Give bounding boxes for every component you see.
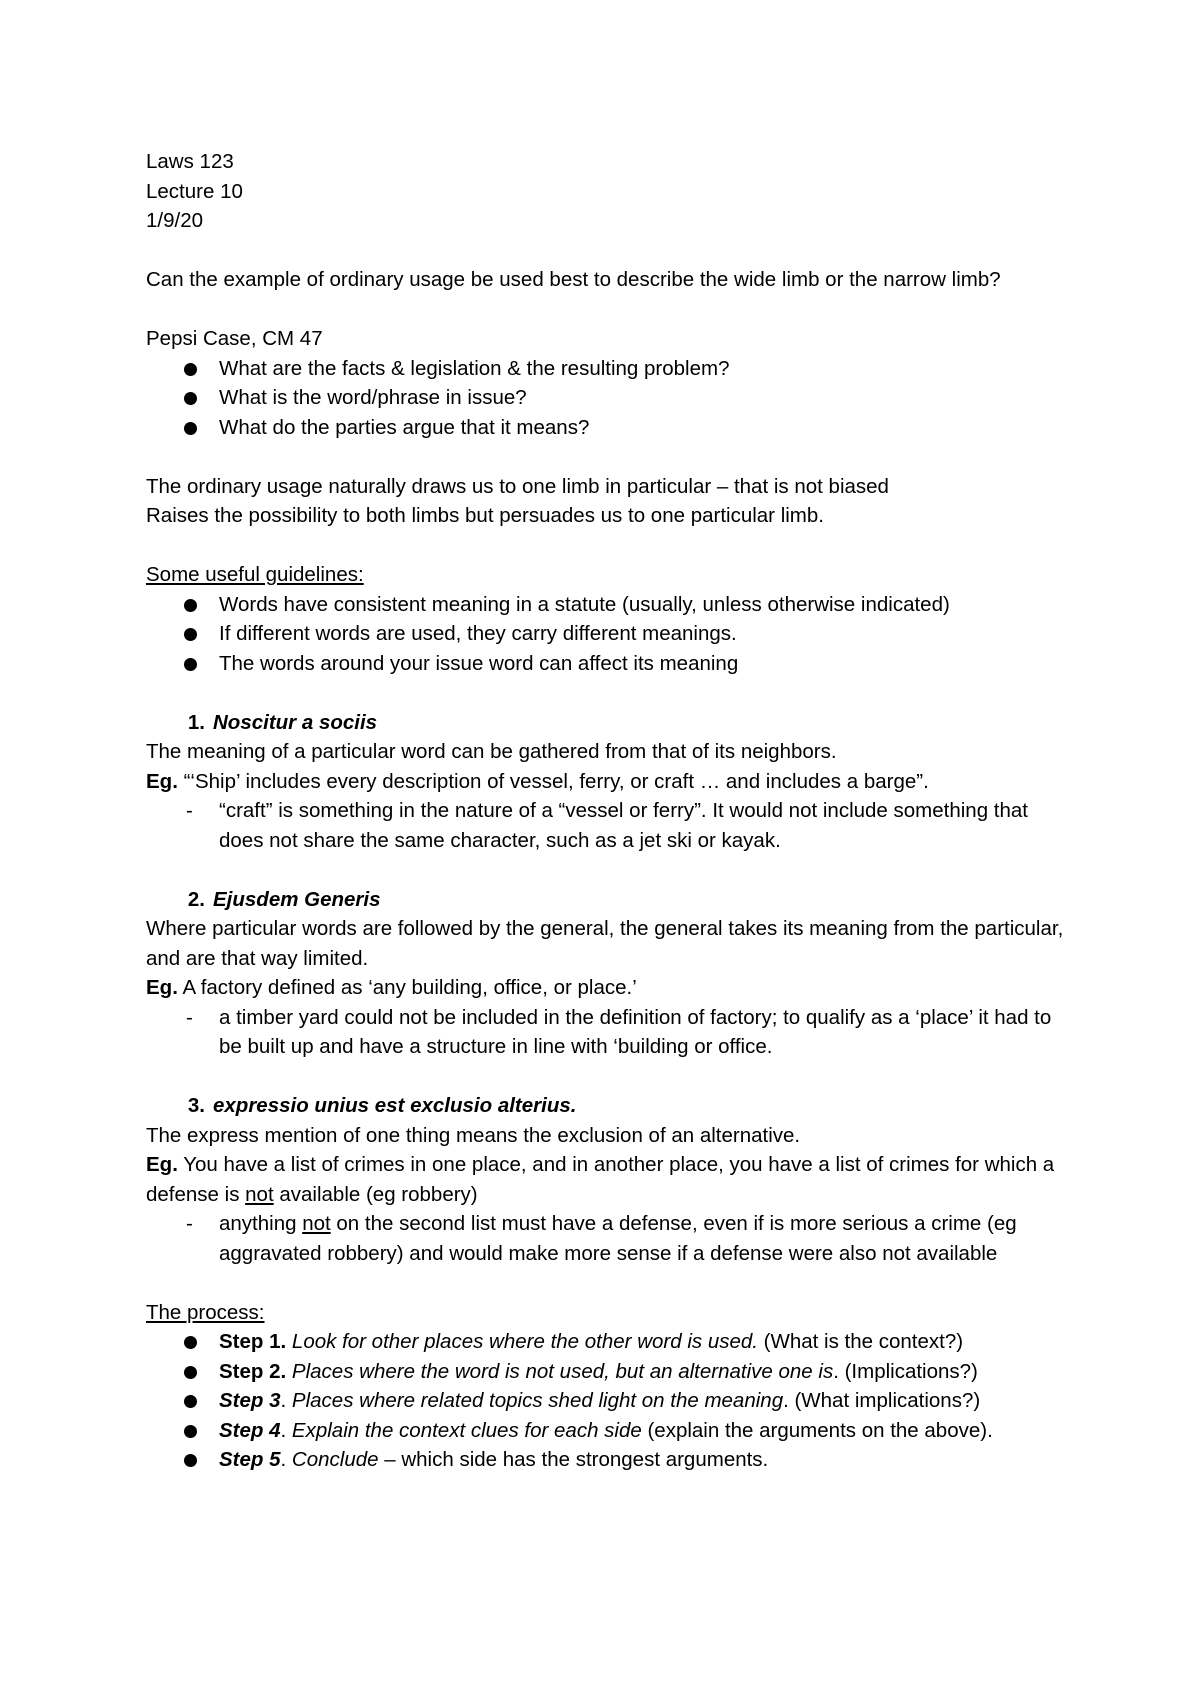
- rule-note: - “craft” is something in the nature of a “vessel or ferry”. It would not include something that does not share the same character, such as a jet ski or kayak.: [186, 799, 1028, 852]
- rule-note: - anything not on the second list must have a defense, even if is more serious a crime (eg aggravated robbery) and would make more sense if a defense were also not available: [186, 1212, 1017, 1265]
- lecture-date: 1/9/20: [146, 209, 203, 232]
- process-steps-list: [146, 1327, 1076, 1475]
- rule-heading: 3. expressio unius est exclusio alterius.: [187, 1094, 577, 1117]
- ordinary-usage-line: Raises the possibility to both limbs but persuades us to one particular limb.: [146, 504, 824, 527]
- rule-description: The express mention of one thing means the exclusion of an alternative.: [146, 1123, 801, 1147]
- rule-example: Eg. “‘Ship’ includes every description of vessel, ferry, or craft … and includes a barge”.: [146, 769, 929, 793]
- pepsi-questions-list: [146, 354, 1076, 443]
- list-item: If different words are used, they carry different meanings.: [146, 619, 1076, 649]
- bullet-icon: [184, 1336, 197, 1349]
- rule-description: Where particular words are followed by the general, the general takes its meaning from the particular, and are that way limited.: [146, 917, 1064, 970]
- guidelines-heading: Some useful guidelines:: [146, 563, 364, 586]
- list-item: Step 4. Explain the context clues for each side (explain the arguments on the above).: [146, 1416, 1076, 1446]
- list-item: Step 1. Look for other places where the other word is used. (What is the context?): [146, 1327, 1076, 1357]
- bullet-icon: [184, 392, 197, 405]
- bullet-icon: [184, 1454, 197, 1467]
- list-item: Step 2. Places where the word is not used, but an alternative one is. (Implications?): [146, 1357, 1076, 1387]
- course-title: Laws 123: [146, 150, 234, 173]
- bullet-icon: [184, 363, 197, 376]
- rule-heading: 1. Noscitur a sociis: [187, 710, 378, 734]
- process-heading: The process:: [146, 1300, 265, 1324]
- list-item: Step 3. Places where related topics shed light on the meaning. (What implications?): [146, 1386, 1076, 1416]
- bullet-icon: [184, 422, 197, 435]
- ordinary-usage-line: The ordinary usage naturally draws us to one limb in particular – that is not biased: [146, 474, 889, 498]
- list-item: Step 5. Conclude – which side has the strongest arguments.: [146, 1445, 1076, 1475]
- bullet-icon: [184, 1425, 197, 1438]
- list-item: The words around your issue word can affect its meaning: [146, 649, 1076, 679]
- bullet-icon: [184, 628, 197, 641]
- list-item: Words have consistent meaning in a statute (usually, unless otherwise indicated): [146, 590, 1076, 620]
- pepsi-case-title: Pepsi Case, CM 47: [146, 327, 323, 350]
- list-item: What are the facts & legislation & the resulting problem?: [146, 354, 1076, 384]
- opening-question: Can the example of ordinary usage be used best to describe the wide limb or the narrow limb?: [146, 268, 1001, 291]
- lecture-number: Lecture 10: [146, 179, 243, 203]
- bullet-icon: [184, 1366, 197, 1379]
- list-item: What do the parties argue that it means?: [146, 413, 1076, 443]
- bullet-icon: [184, 599, 197, 612]
- rule-note: - a timber yard could not be included in the definition of factory; to qualify as a ‘place’ it had to be built up and have a structure in line with ‘building or office.: [186, 1005, 1052, 1058]
- rule-example: Eg. A factory defined as ‘any building, office, or place.’: [146, 976, 637, 999]
- rule-heading: 2. Ejusdem Generis: [187, 887, 381, 911]
- document-body: [146, 147, 1076, 1475]
- list-item: What is the word/phrase in issue?: [146, 383, 1076, 413]
- guidelines-list: [146, 590, 1076, 679]
- rule-example: Eg. You have a list of crimes in one place, and in another place, you have a list of crimes for which a defense is not available (eg robbery): [146, 1153, 1055, 1206]
- rule-description: The meaning of a particular word can be gathered from that of its neighbors.: [146, 740, 837, 763]
- bullet-icon: [184, 658, 197, 671]
- bullet-icon: [184, 1395, 197, 1408]
